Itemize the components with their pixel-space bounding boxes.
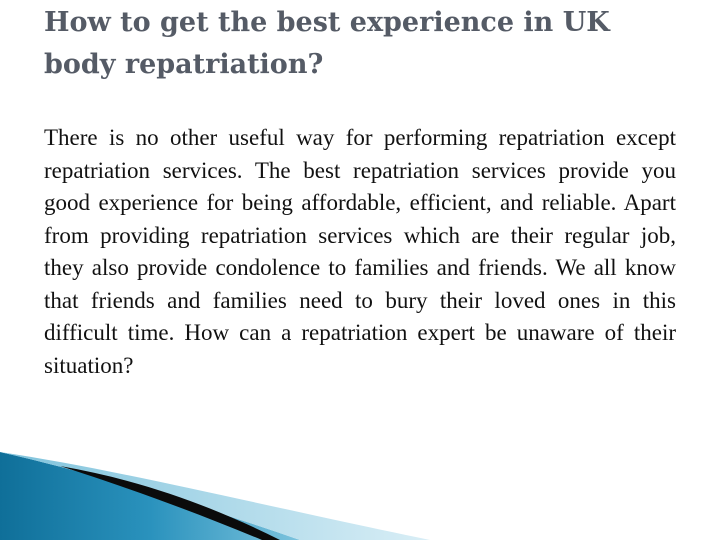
wave-dark-stripe [60,466,280,540]
slide-title: How to get the best experience in UK body repatriation? [44,7,610,80]
wave-light-band [0,452,430,540]
wave-blue-band [0,452,300,540]
slide-body-text: There is no other useful way for performing repatriation except repatriation services. The best repatriation services provide you good experience for being affordable, efficient, and reliable. Apart from providing repatriation services which are their regular job, they also provide condolence to families and friends. We all know that friends and families need to bury their loved ones in this difficult time. How can a repatriation expert be unaware of their situation? [44,125,676,378]
